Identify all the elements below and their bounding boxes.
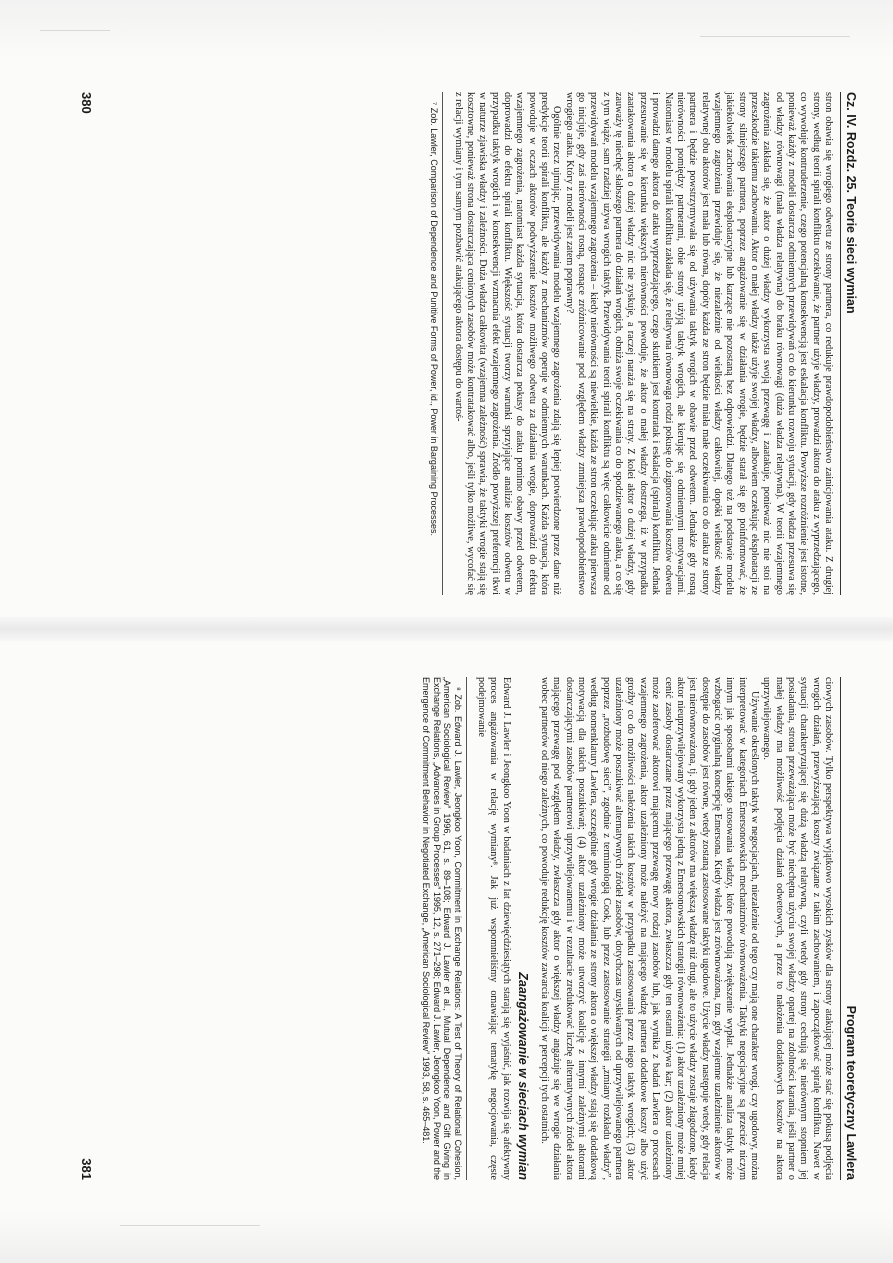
running-head: Program teoretyczny Lawlera xyxy=(840,677,858,1180)
paragraph: stron obawia się wrogiego odwetu ze strony partnera, co redukuje prawdopodobieństwo zainicjowania ataku. Z drugiej strony, według teorii spirali konfliktu oczekiwanie, że partner użyje władzy, prowadzi aktora do ataku z wyprzedzającego, co wywołuje kontruderzenie, czego potencjalną konsekwencją jest eskalacja konfliktu. Powyższe rozróżnienie jest istotne, ponieważ każdy z modeli dostarcza odmiennych przewidywań co do kierunku rozwoju sytuacji, gdy władza przesuwa się od władzy równowagi (mała władza relatywna) do braku równowagi (duża władza relatywna). W teorii wzajemnego zagrożenia zakłada się, że aktor o dużej władzy wykorzysta swoją przewagę i zaatakuje, ponieważ nic nie stoi na przeszkodzie takiemu zachowaniu. Aktor o małej władzy także użyje swojej władzy, albowiem oczekując eksploatacji ze strony silniejszego partnera, poprzez angażowanie się w działania wrogie, będzie starał się go poinformować, że jakiekolwiek zachowania eksploatacyjne lub karzące nie pozostaną bez odpowiedzi. Dlatego też na podstawie modelu wzajemnego zagrożenia przewiduje się, że niezależnie od wielkości władzy całkowitej, dopóki wielkość władzy relatywnej obu aktorów jest mała lub równa, dopóty każda ze stron będzie miała małe oczekiwania co do ataku ze strony partnera i będzie powstrzymywała się od używania taktyk wrogich w obawie przed odwetem. Jednakże gdy rosną nierówności pomiędzy partnerami, obie strony użyją taktyk wrogich, ale kierując się odmiennymi motywacjami. Natomiast w modelu spirali konfliktu zakłada się, że relatywna równowaga rodzi pokusę do zignorowania kosztów odwetu i prowadzi danego aktora do ataku wyprzedzającego, czego skutkiem jest kontratak i eskalacja (spirala) konfliktu. Jednak przesuwanie się w kierunku większych nierówności powoduje, że aktor o małej władzy dostrzega, iż w przypadku zaatakowania aktora o dużej władzy nic nie zyskuje, a raczej naraża się na straty. Z kolei aktor o dużej władzy, gdy zauważy tę niechęć słabszego partnera do działań wrogich, obniża swoje oczekiwania co do spodziewanego ataku, a co się z tym wiąże, sam rzadziej używa wrogich taktyk. Przewidywania teorii spirali konfliktu są więc całkowicie odmienne od przewidywań modelu wzajemnego zagrożenia – kiedy nierówności są niewielkie, każda ze stron oczekując ataku pierwsza go inicjuje, gdy zaś nierówności rosną, rosnące zróżnicowanie pod względem władzy zmniejsza prawdopodobieństwo wrogiego ataku. Który z modeli jest zatem poprawny? xyxy=(563,92,834,595)
page-380 xyxy=(67,70,872,615)
page-381 xyxy=(67,655,872,1200)
scan-noise xyxy=(40,30,110,31)
footnote: ⁷ Zob. Lawler, Comparison of Dependence and Punitive Forms of Power, id., Power in Bargaining Processes. xyxy=(429,102,440,536)
footnote: ⁸ Zob. Edward J. Lawler, Jeongkoo Yoon, Commitment in Exchange Relations: A Test of Theory of Relational Cohesion, „American Sociological Review” 1996, 61, s. 89–108; Edward J. Lawler et al., Mutual Dependence and Gift Giving in Exchange Relations, „Advances in Group Processes” 1995, 12, s. 271–298; Edward J. Lawler, Jeongkoo Yoon, Power and the Emergence of Commitment Behavior in Negotiated Exchange, „American Sociological Review” 1993, 58, s. 465–481. xyxy=(420,677,463,1180)
page-body xyxy=(451,92,834,595)
footnote-area xyxy=(429,92,444,595)
paragraph: Ogólnie rzecz ujmując, przewidywania modelu wzajemnego zagrożenia zdają się lepiej potwierdzone przez dane niż predykcje teorii spirali konfliktu, ale każdy z mechanizmów operuje w odmiennych warunkach. Każda sytuacja, która powoduje w oczach aktorów podwyższenie kosztów możliwego odwetu za działania wrogie, doprowadzi do efektu wzajemnego zagrożenia, natomiast każda sytuacja, która dostarcza pokusy do ataku pomimo obawy przed odwetem, doprowadzi do efektu spirali konfliktu. Większość sytuacji tworzy warunki sprzyjające analizie kosztów odwetu w przypadku taktyk wrogich i w konsekwencji wzmacnia efekt wzajemnego zagrożenia. Źródło powyższej preferencji tkwi w naturze zjawiska władzy i zależności. Duża władza całkowita (wzajemna zależność) sprawia, że taktyki wrogie stają się kosztowne, ponieważ strona dostarczająca cenionych zasobów może kontratakować albo, jeśli tylko możliwe, wycofać się z relacji wymiany i tym samym pozbawić atakującego aktora dostępu do wartoś- xyxy=(452,92,563,595)
scan-edge-bottom xyxy=(0,1213,893,1263)
paragraph: Edward J. Lawler i Jeongkoo Yoon w badaniach z lat dziewięćdziesiątych starają się wyjaśnić, jak rozwija się afektywny proces angażowania w relację wymiany⁸. Jak już wspomnieliśmy omawiając tematykę negocjowania, częste podejmowanie xyxy=(476,677,512,1180)
paragraph: Używanie określonych taktyk w negocjacjach, niezależnie od tego czy mają one charakter wrogi, czy ugodowy, można interpretować w kategoriach Emersonowskich mechanizmów równoważenia. Taktyki negocjacyjne są przecież niczym innym jak sposobami takiego stosowania władzy, które powodują zwiększenie wypłat. Jednakże analiza taktyk może wzbogacić oryginalną koncepcję Emersona. Kiedy władza jest zrównoważona, tzn. gdy wzajemne uzależnienie aktorów w dostępie do zasobów jest równe, wtedy zostaną zastosowane taktyki ugodowe. Użycie władzy następuje wtedy, gdy relacja jest nierównoważona, tj. gdy jeden z aktorów ma większą władzę niż drugi, ale to użycie władzy zostaje złagodzone, kiedy aktor nieuprzywilejowany wykorzysta jedną z Emersonowskich strategii równoważenia: (1) aktor uzależniony może mniej cenić zasoby dostarczane przez mającego przewagę aktora, zwłaszcza gdy ten ostatni używa kar; (2) aktor uzależniony może zaoferować aktorowi mającemu przewagę nowy rodzaj zasobów lub, jak wynika z badań Lawlera o procesach wzajemnego zagrożenia, aktor uzależniony może nałożyć na mającego władzę partnera dodatkowe koszty albo użyć groźby co do możliwości nałożenia takich kosztów w przypadku zastosowania przez niego taktyk wrogich; (3) aktor uzależniony może poszukiwać alternatywnych źródeł zasobów, dotychczas uzyskiwanych od uprzywilejowanego partnera poprzez „rozbudowę sieci”, zgodnie z terminologią Cook, lub przez zastosowanie strategii „zmiany rozkładu władzy”, według nomenklatury Lawlera, szczególnie gdy wrogie działania ze strony aktora o większej władzy stają się dodatkową motywacją dla takich poszukiwań; (4) aktor uzależniony może utworzyć koalicję z innymi zależnymi aktorami dostarczającymi zasobów partnerowi uprzywilejowanemu i w rezultacie zredukować liczbę alternatywnych źródeł aktora mającego przewagę pod względem władzy, zwłaszcza gdy aktor o większej władzy angażuje się we wrogie działania wobec partnerów od niego zależnych, co powoduje redukcję kosztów zawarcia koalicji w percepcji tych ostatnich. xyxy=(539,677,760,1180)
scan-noise xyxy=(120,1225,260,1226)
book-gutter xyxy=(0,617,893,641)
page-number: 381 xyxy=(79,1158,94,1180)
page-number: 380 xyxy=(79,92,94,114)
scan-edge-top xyxy=(0,0,893,60)
scan-noise xyxy=(700,36,850,37)
running-head: Cz. IV. Rozdz. 25. Teorie sieci wymian xyxy=(840,92,858,595)
footnote-area xyxy=(420,677,466,1180)
paragraph: ciowych zasobów. Tylko perspektywa wyjątkowo wysokich zysków dla strony atakującej może stać się pokusą podjęcia wrogich działań, przewyższającą koszty związane z takim zachowaniem, i zapoczątkować spiralę konfliktu. Nawet w sytuacji charakteryzującej się dużą władzą relatywną, czyli wtedy gdy strony cechują się nierównym stopniem jej posiadania, strona przeważająca może być niechętna użyciu swojej władzy opartej na zdolności karania, jeśli partner o małej władzy ma możliwość podjęcia działań odwetowych, a przez to nałożenia dodatkowych kosztów na aktora uprzywilejowanego. xyxy=(761,677,834,1180)
section-heading: Zaangażowanie w sieciach wymian xyxy=(515,972,530,1180)
page-body xyxy=(475,677,834,1180)
